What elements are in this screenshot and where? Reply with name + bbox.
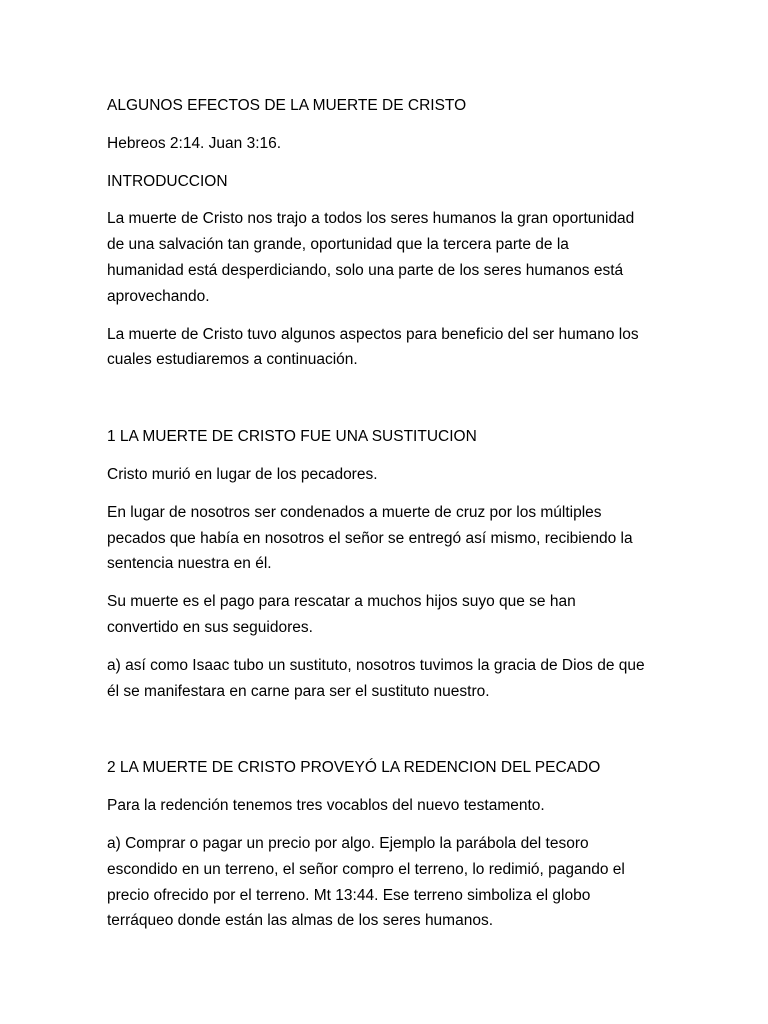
section-1-paragraph-2: En lugar de nosotros ser condenados a muerte de cruz por los múltiples pecados que había en nosotros el señor se entregó así mismo, recibiendo la sentencia nuestra en él. xyxy=(107,503,633,573)
section-2-heading: 2 LA MUERTE DE CRISTO PROVEYÓ LA REDENCION DEL PECADO xyxy=(107,759,601,777)
intro-paragraph-1: La muerte de Cristo nos trajo a todos los seres humanos la gran oportunidad de una salvación tan grande, oportunidad que la tercera parte de la humanidad está desperdiciando, solo una parte de los seres humanos está aprovechando. xyxy=(107,210,635,305)
section-1-heading: 1 LA MUERTE DE CRISTO FUE UNA SUSTITUCION xyxy=(107,428,477,446)
intro-heading: INTRODUCCION xyxy=(107,172,228,190)
document-title: ALGUNOS EFECTOS DE LA MUERTE DE CRISTO xyxy=(107,97,467,114)
intro-paragraph-2: La muerte de Cristo tuvo algunos aspectos para beneficio del ser humano los cuales estudiaremos a continuación. xyxy=(107,325,639,369)
document-page xyxy=(107,93,687,934)
scripture-reference: Hebreos 2:14. Juan 3:16. xyxy=(107,134,282,152)
section-1-paragraph-3: Su muerte es el pago para rescatar a muchos hijos suyo que se han convertido en sus seguidores. xyxy=(107,593,576,636)
section-1-paragraph-4: a) así como Isaac tubo un sustituto, nosotros tuvimos la gracia de Dios de que él se manifestara en carne para ser el sustituto nuestro. xyxy=(107,656,645,700)
section-2-paragraph-2: a) Comprar o pagar un precio por algo. Ejemplo la parábola del tesoro escondido en un terreno, el señor compro el terreno, lo redimió, pagando el precio ofrecido por el terreno. Mt 13:44. Ese terreno simboliza el globo terráqueo donde están las almas de los seres humanos. xyxy=(107,834,625,930)
section-1-paragraph-1: Cristo murió en lugar de los pecadores. xyxy=(107,465,378,483)
section-2-paragraph-1: Para la redención tenemos tres vocablos del nuevo testamento. xyxy=(107,797,545,815)
